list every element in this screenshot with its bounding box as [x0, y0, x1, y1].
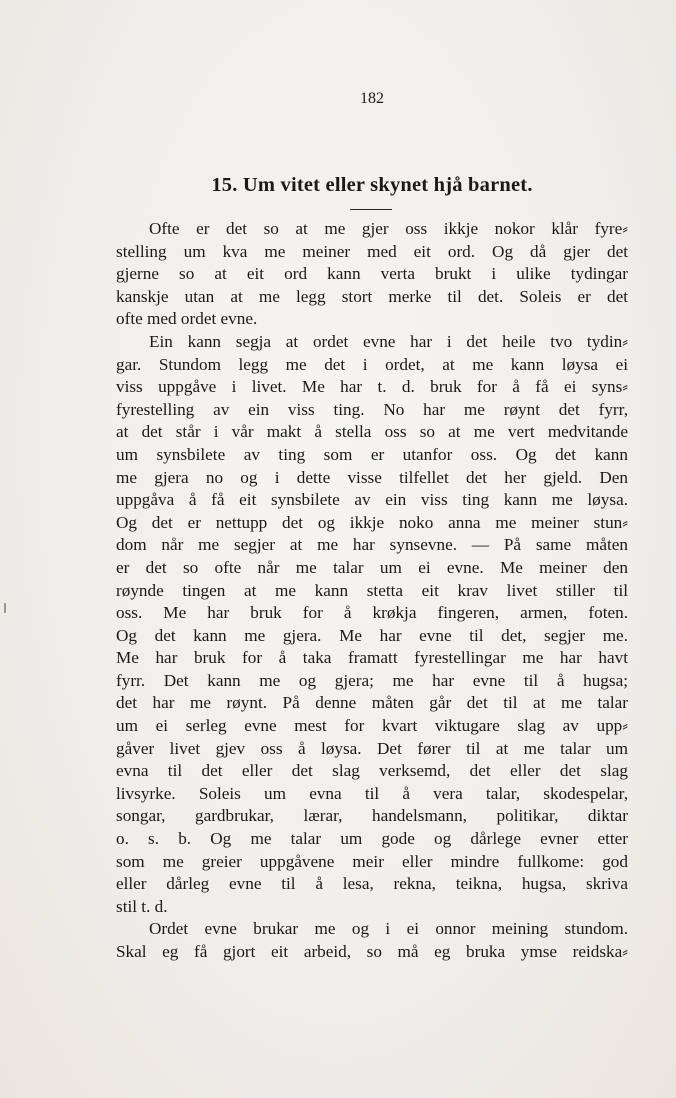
- text-line: Ordet evne brukar me og i ei onnor meining stundom.: [149, 919, 628, 939]
- text-line: songar, gardbrukar, lærar, handelsmann, politikar, diktar: [116, 806, 628, 826]
- text-line: um ei serleg evne mest for kvart viktugare slag av upp⸗: [116, 716, 628, 736]
- text-line: Skal eg få gjort eit arbeid, so må eg bruka ymse reidska⸗: [116, 942, 628, 961]
- text-line: uppgåva å få eit synsbilete av ein viss ting kann me løysa.: [116, 490, 628, 510]
- text-line: dom når me segjer at me har synsevne. — På same måten: [116, 535, 628, 555]
- text-line: gar. Stundom legg me det i ordet, at me kann løysa ei: [116, 354, 628, 374]
- text-line: eller dårleg evne til å lesa, rekna, teikna, hugsa, skriva: [116, 874, 628, 894]
- text-line: Og det kann me gjera. Me har evne til det, segjer me.: [116, 625, 628, 645]
- text-line: viss uppgåve i livet. Me har t. d. bruk for å få ei syns⸗: [116, 377, 628, 397]
- text-line: stelling um kva me meiner med eit ord. Og då gjer det: [116, 241, 628, 261]
- text-line: at det står i vår makt å stella oss so at me vert medvitande: [116, 422, 628, 442]
- text-line: livsyrke. Soleis um evna til å vera talar, skodespelar,: [116, 783, 628, 803]
- text-line: kanskje utan at me legg stort merke til det. Soleis er det: [116, 286, 628, 306]
- text-line: røynde tingen at me kann stetta eit krav livet stiller til: [116, 580, 628, 600]
- text-line: o. s. b. Og me talar um gode og dårlege evner etter: [116, 829, 628, 849]
- text-line: Ofte er det so at me gjer oss ikkje nokor klår fyre⸗: [149, 219, 628, 238]
- text-line: me gjera no og i dette visse tilfellet det her gjeld. Den: [116, 467, 628, 487]
- text-line: fyrr. Det kann me og gjera; me har evne til å hugsa;: [116, 670, 628, 690]
- title-divider: [350, 209, 392, 210]
- margin-mark: [4, 603, 6, 613]
- text-line: um synsbilete av ting som er utanfor oss. Og det kann: [116, 444, 628, 464]
- text-line: gåver livet gjev oss å løysa. Det fører til at me talar um: [116, 738, 628, 758]
- text-line: oss. Me har bruk for å krøkja fingeren, armen, foten.: [116, 603, 628, 623]
- text-line: stil t. d.: [116, 896, 168, 916]
- text-line: Og det er nettupp det og ikkje noko anna me meiner stun⸗: [116, 512, 628, 532]
- text-line: Ein kann segja at ordet evne har i det heile tvo tydin⸗: [149, 331, 628, 351]
- text-line: Me har bruk for å taka framatt fyrestellingar me har havt: [116, 648, 628, 668]
- text-line: gjerne so at eit ord kann verta brukt i ulike tydingar: [116, 264, 628, 284]
- text-line: som me greier uppgåvene meir eller mindre fullkome: god: [116, 851, 628, 871]
- chapter-title: 15. Um vitet eller skynet hjå barnet.: [211, 174, 533, 196]
- text-line: det har me røynt. På denne måten går det til at me talar: [116, 693, 628, 713]
- body-text: [116, 218, 628, 964]
- page-number: 182: [360, 90, 384, 107]
- text-line: ofte med ordet evne.: [116, 309, 258, 329]
- text-line: er det so ofte når me talar um ei evne. Me meiner den: [116, 557, 628, 577]
- text-line: evna til det eller det slag verksemd, det eller det slag: [116, 761, 628, 781]
- text-line: fyrestelling av ein viss ting. No har me røynt det fyrr,: [116, 399, 628, 419]
